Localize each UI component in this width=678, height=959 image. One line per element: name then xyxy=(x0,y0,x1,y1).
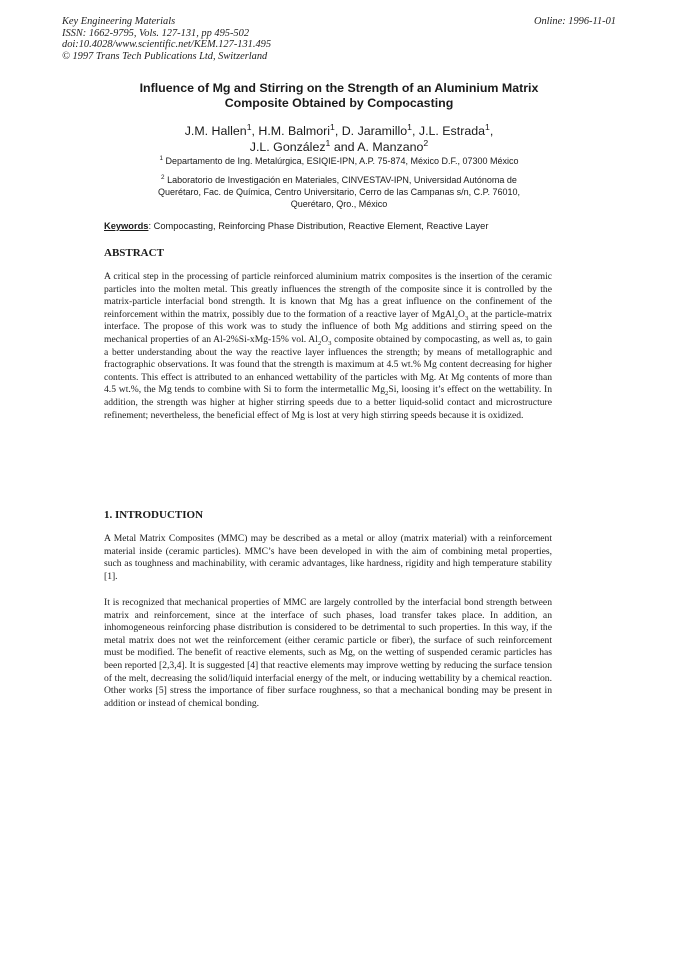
abstract-paragraph: A critical step in the processing of particle reinforced aluminium matrix composites is the insertion of the ceramic particles into the molten metal. This greatly influences the strength of the composite since it is controlled by the matrix-particle interfacial bond strength. It is known that Mg has a great influence on the confinement of the reinforcement within the matrix, possibly due to the formation of a reactive layer of $MgAl_2O_3$ at the particle-matrix interface. The propose of this work was to study the influence of both Mg additions and stirring speed on the mechanical properties of an Al-2%Si-xMg-15% vol. $Al_2O_3$ composite obtained by compocasting, as well as, to gain a better understanding about the way the reactive layer influences the strength; by means of metallographic and fractographic observations. It was found that the strength is maximum at 4.5 wt.% Mg content decreasing for higher contents. This effect is attributed to an enhanced wettability of the particles with Mg. At Mg contents of more than 4.5 wt.%, the Mg tends to combine with Si to form the intermetallic $Mg_2Si$, loosing it’s effect on the wettability. In addition, the strength was higher at higher stirring speeds due to a better liquid-solid contact and microstructure refinement; nevertheless, the beneficial effect of Mg is lost at very high stirring speeds because it is oxidized. xyxy=(104,271,552,421)
author: J.L. González xyxy=(249,140,326,154)
affiliation-mark: 1 xyxy=(485,121,490,132)
author-list xyxy=(110,123,568,155)
affiliation-1 xyxy=(108,155,570,167)
author: J.L. Estrada xyxy=(418,124,485,138)
journal-metadata xyxy=(62,16,271,62)
affiliation-2 xyxy=(108,174,570,210)
paper-title xyxy=(100,81,578,111)
author: A. Manzano xyxy=(357,140,424,154)
copyright-line: © 1997 Trans Tech Publications Ltd, Switzerland xyxy=(62,50,268,62)
introduction-heading: 1. INTRODUCTION xyxy=(104,509,204,521)
journal-name: Key Engineering Materials xyxy=(62,16,176,27)
affiliation-mark: 2 xyxy=(423,137,429,148)
affiliation-text: Querétaro, Qro., México xyxy=(290,199,388,209)
affiliation-number: 1 xyxy=(159,155,163,162)
intro-paragraph-1: A Metal Matrix Composites (MMC) may be described as a metal or alloy (matrix material) with a reinforcement material inside (ceramic particles). MMC’s have been developed in with the aim of combining metal properties, such as toughness and machinability, with ceramic advantages, like hardness, rigidity and high temperature stability [1]. xyxy=(104,533,552,582)
keywords-label: Keywords xyxy=(104,221,149,231)
affiliation-text: Querétaro, Fac. de Química, Centro Universitario, Cerro de las Campanas s/n, C.P. 76010, xyxy=(158,187,520,197)
affiliation-mark: 1 xyxy=(246,121,252,132)
affiliation-mark: 1 xyxy=(325,137,331,148)
author-line-2 xyxy=(110,139,568,155)
author: J.M. Hallen xyxy=(184,124,247,138)
author: D. Jaramillo xyxy=(341,124,408,138)
conjunction: and xyxy=(333,140,355,154)
keywords-text: : Compocasting, Reinforcing Phase Distribution, Reactive Element, Reactive Layer xyxy=(148,221,489,231)
affiliation-text: Laboratorio de Investigación en Materiales, CINVESTAV-IPN, Universidad Autónoma de xyxy=(167,175,517,185)
title-line-1: Influence of Mg and Stirring on the Strength of an Aluminium Matrix xyxy=(139,81,539,95)
affiliation-mark: 1 xyxy=(407,121,412,132)
affiliation-text: Departamento de Ing. Metalúrgica, ESIQIE-IPN, A.P. 75-874, México D.F., 07300 México xyxy=(165,156,519,166)
author-line-1: J.M. Hallen$^1$, H.M. Balmori$^1$, D. Jaramillo$^1$, J.L. Estrada$^1$, xyxy=(184,121,494,138)
intro-paragraph-2: It is recognized that mechanical properties of MMC are largely controlled by the interfacial bond strength between matrix and reinforcement, since at the interface of such phases, load transfer takes place. In addition, an inhomogeneous reinforcing phase distribution is considered to be detrimental to such properties. In this way, if the metal matrix does not wet the reinforcement (either ceramic particle or fiber), the surface of such reinforcement must be modified. The benefit of reactive elements, such as Mg, on the wetting of suspended ceramic particles has been reported [2,3,4]. It is suggested [4] that reactive elements may improve wetting by reducing the surface tension of the melt, decreasing the solid/liquid interfacial energy of the melt, or inducing wettability by a chemical reaction. Other works [5] stress the importance of fiber surface roughness, so that a mechanical bonding may be present in addition or instead of chemical bonding. xyxy=(104,597,552,709)
online-date: Online: 1996-11-01 xyxy=(533,16,616,27)
title-line-2: Composite Obtained by Compocasting xyxy=(224,95,454,110)
author: H.M. Balmori xyxy=(258,124,331,138)
affiliation-mark: 1 xyxy=(330,121,335,132)
abstract-heading: ABSTRACT xyxy=(104,247,164,259)
doi-line: doi:10.4028/www.scientific.net/KEM.127-131.495 xyxy=(62,39,272,51)
keywords xyxy=(104,221,488,231)
affiliation-number: 2 xyxy=(161,174,165,181)
issn-line: ISSN: 1662-9795, Vols. 127-131, pp 495-502 xyxy=(62,27,250,39)
